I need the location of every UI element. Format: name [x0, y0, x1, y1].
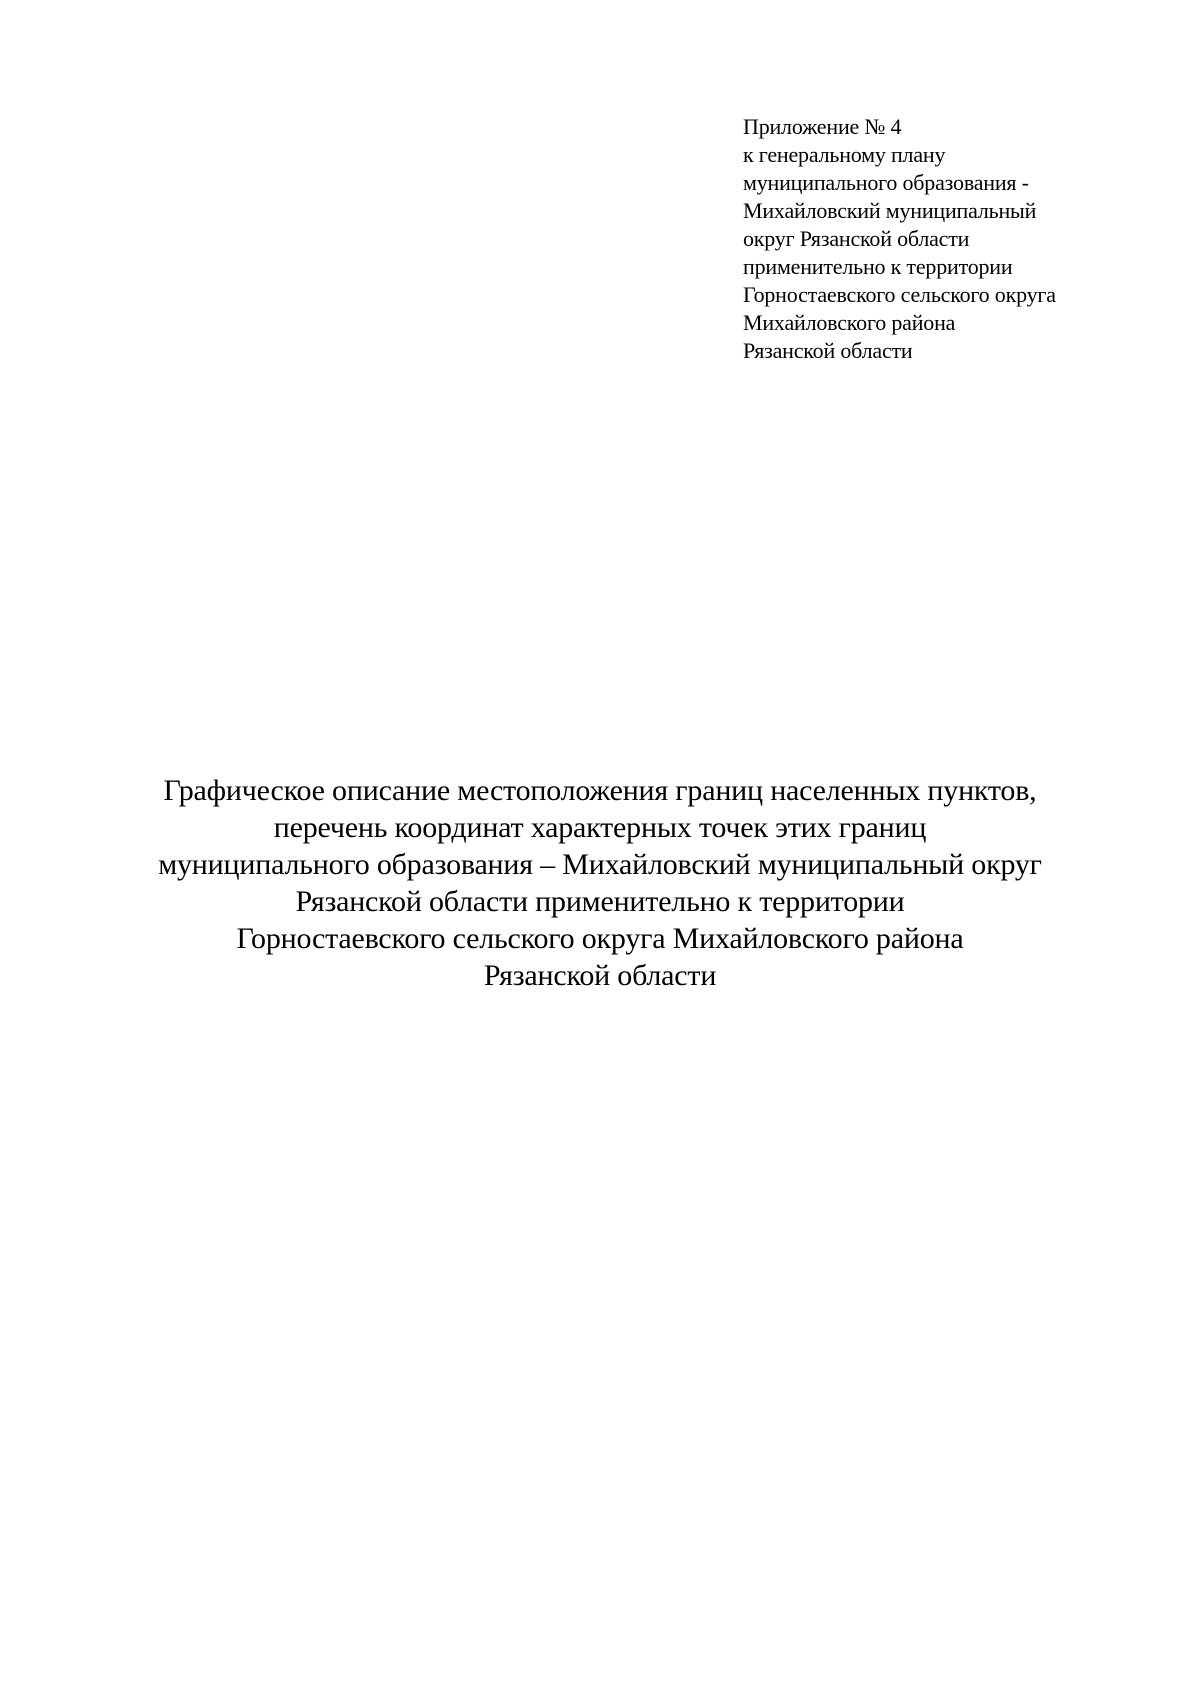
appendix-line: применительно к территории	[743, 254, 1013, 279]
appendix-line: Рязанской области	[743, 338, 913, 363]
title-line: муниципального образования – Михайловский муниципальный округ	[158, 848, 1042, 881]
title-line: перечень координат характерных точек этих границ	[273, 811, 927, 844]
appendix-note	[743, 113, 1163, 365]
appendix-line: муниципального образования -	[743, 170, 1029, 195]
appendix-line: Михайловского района	[743, 310, 956, 335]
appendix-line: округ Рязанской области	[743, 226, 970, 251]
appendix-line: Горностаевского сельского округа	[743, 282, 1056, 307]
title-line: Графическое описание местоположения границ населенных пунктов,	[163, 774, 1037, 807]
document-title	[100, 772, 1100, 994]
appendix-line: Приложение № 4	[743, 114, 902, 139]
title-line: Рязанской области применительно к территории	[295, 885, 905, 918]
title-line: Рязанской области	[483, 959, 717, 992]
title-line: Горностаевского сельского округа Михайловского района	[236, 922, 964, 955]
appendix-line: к генеральному плану	[743, 142, 946, 167]
appendix-line: Михайловский муниципальный	[743, 198, 1037, 223]
